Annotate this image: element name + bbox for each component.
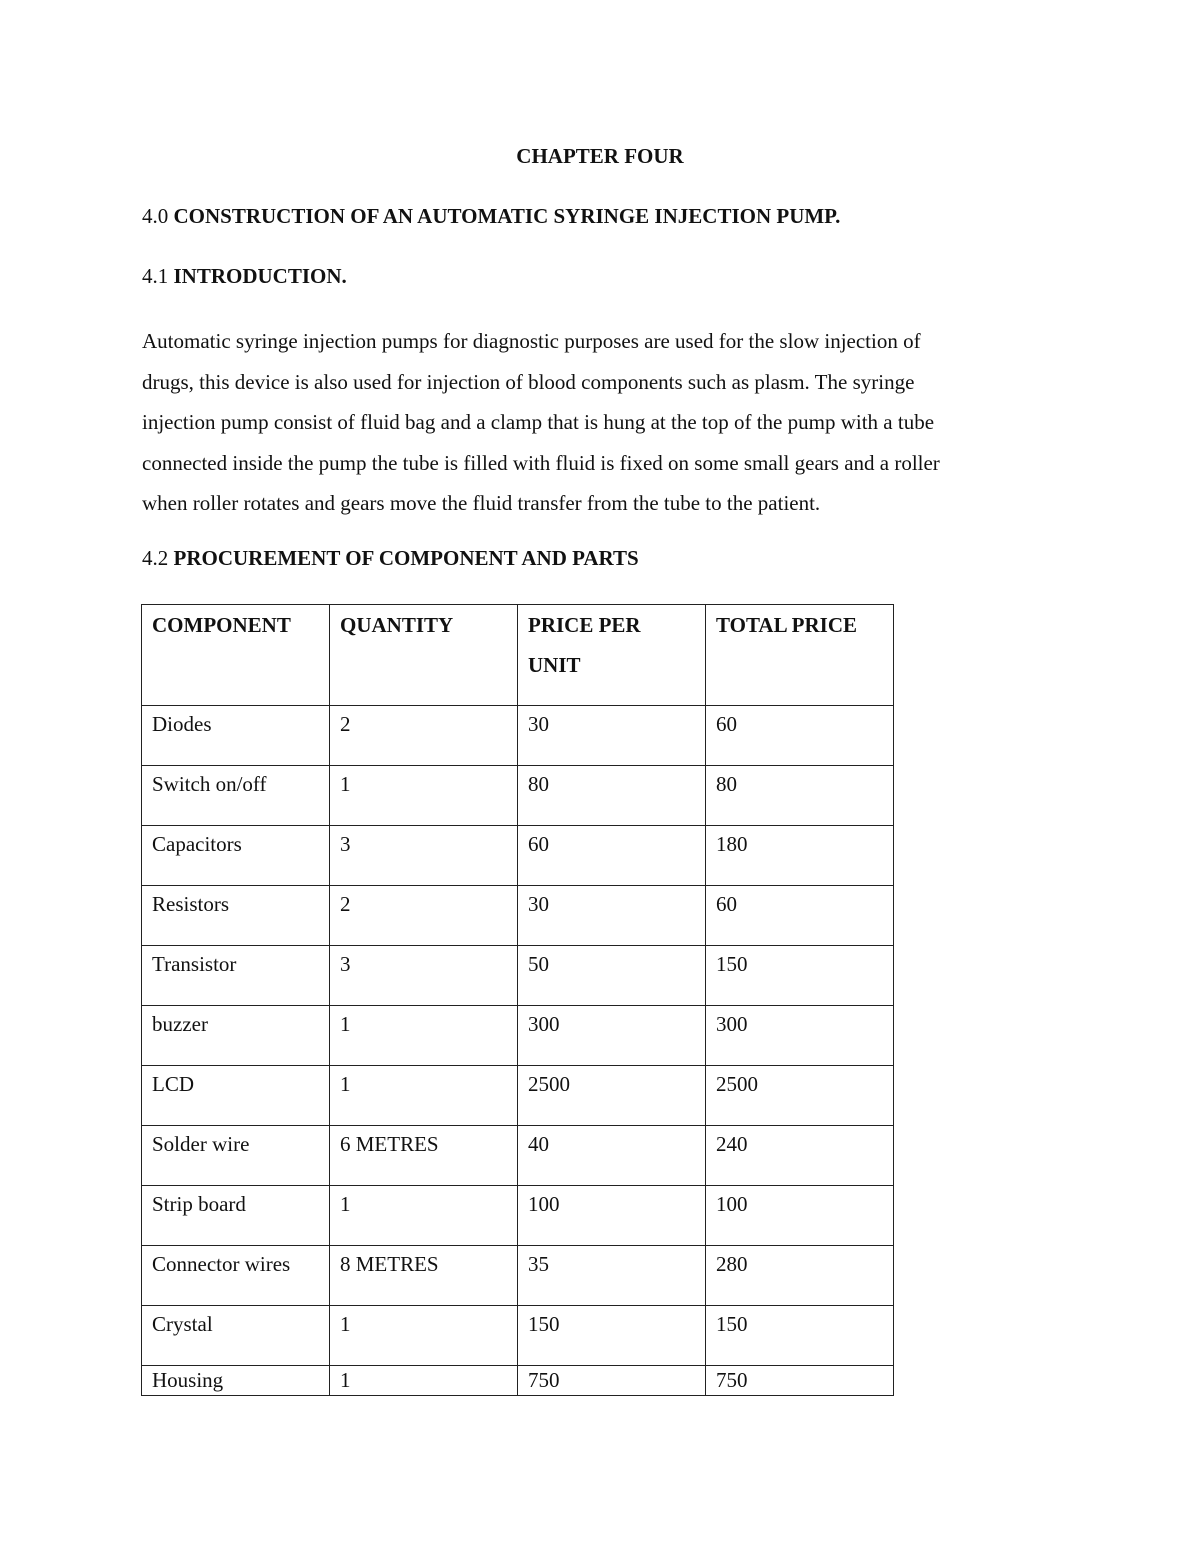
table-row: [142, 1246, 894, 1306]
section-heading-4-2: [142, 543, 639, 573]
introduction-paragraph: [142, 321, 1042, 524]
table-row: [142, 706, 894, 766]
cell-total-price: 150: [706, 946, 894, 1006]
cell-quantity: 1: [330, 1186, 518, 1246]
chapter-title: CHAPTER FOUR: [516, 144, 684, 168]
cell-component: Housing: [142, 1366, 330, 1396]
table-row: [142, 1306, 894, 1366]
table-body: [142, 706, 894, 1396]
cell-price-per-unit: 35: [518, 1246, 706, 1306]
cell-component: Crystal: [142, 1306, 330, 1366]
cell-quantity: 1: [330, 766, 518, 826]
cell-quantity: 2: [330, 706, 518, 766]
cell-total-price: 60: [706, 886, 894, 946]
cell-total-price: 150: [706, 1306, 894, 1366]
paragraph-line: injection pump consist of fluid bag and a clamp that is hung at the top of the pump with a tube: [142, 410, 935, 434]
cell-component: Diodes: [142, 706, 330, 766]
cell-component: Switch on/off: [142, 766, 330, 826]
table-row: [142, 886, 894, 946]
cell-price-per-unit: 100: [518, 1186, 706, 1246]
cell-quantity: 1: [330, 1006, 518, 1066]
cell-component: buzzer: [142, 1006, 330, 1066]
cell-total-price: 100: [706, 1186, 894, 1246]
cell-quantity: 1: [330, 1066, 518, 1126]
section-title: CONSTRUCTION OF AN AUTOMATIC SYRINGE INJECTION PUMP.: [173, 204, 841, 228]
cell-total-price: 240: [706, 1126, 894, 1186]
table-header-row: [142, 605, 894, 706]
cell-total-price: 180: [706, 826, 894, 886]
cell-component: Transistor: [142, 946, 330, 1006]
cell-quantity: 2: [330, 886, 518, 946]
paragraph-line: drugs, this device is also used for injection of blood components such as plasm. The syringe: [142, 369, 915, 394]
section-number: 4.0: [142, 204, 169, 228]
section-number: 4.2: [142, 546, 169, 570]
cell-price-per-unit: 30: [518, 886, 706, 946]
header-quantity: QUANTITY: [330, 605, 518, 706]
cell-price-per-unit: 60: [518, 826, 706, 886]
cell-quantity: 1: [330, 1306, 518, 1366]
cell-price-per-unit: 300: [518, 1006, 706, 1066]
cell-component: Connector wires: [142, 1246, 330, 1306]
table-row: [142, 826, 894, 886]
header-price-per-unit: PRICE PER UNIT: [518, 605, 706, 706]
cell-price-per-unit: 80: [518, 766, 706, 826]
table-row: [142, 766, 894, 826]
cell-price-per-unit: 2500: [518, 1066, 706, 1126]
section-number: 4.1: [142, 264, 169, 288]
cell-component: Resistors: [142, 886, 330, 946]
paragraph-line: when roller rotates and gears move the fluid transfer from the tube to the patient.: [142, 491, 821, 515]
section-heading-4-1: [142, 261, 347, 291]
cell-total-price: 2500: [706, 1066, 894, 1126]
table-row: [142, 1066, 894, 1126]
cell-component: Solder wire: [142, 1126, 330, 1186]
cell-price-per-unit: 750: [518, 1366, 706, 1396]
cell-price-per-unit: 30: [518, 706, 706, 766]
section-title: PROCUREMENT OF COMPONENT AND PARTS: [173, 546, 639, 570]
cell-quantity: 3: [330, 826, 518, 886]
procurement-table: [141, 604, 894, 1396]
cell-total-price: 80: [706, 766, 894, 826]
header-total-price: TOTAL PRICE: [706, 605, 894, 706]
cell-price-per-unit: 50: [518, 946, 706, 1006]
cell-quantity: 3: [330, 946, 518, 1006]
table-row: [142, 1366, 894, 1396]
cell-quantity: 8 METRES: [330, 1246, 518, 1306]
table-row: [142, 1126, 894, 1186]
section-heading-4-0: [142, 201, 840, 231]
paragraph-line: connected inside the pump the tube is filled with fluid is fixed on some small gears and a roller: [142, 450, 940, 475]
cell-component: Capacitors: [142, 826, 330, 886]
table-row: [142, 946, 894, 1006]
table-row: [142, 1006, 894, 1066]
cell-price-per-unit: 40: [518, 1126, 706, 1186]
cell-quantity: 6 METRES: [330, 1126, 518, 1186]
cell-total-price: 280: [706, 1246, 894, 1306]
cell-total-price: 60: [706, 706, 894, 766]
cell-quantity: 1: [330, 1366, 518, 1396]
cell-total-price: 300: [706, 1006, 894, 1066]
cell-price-per-unit: 150: [518, 1306, 706, 1366]
cell-component: LCD: [142, 1066, 330, 1126]
table-row: [142, 1186, 894, 1246]
cell-total-price: 750: [706, 1366, 894, 1396]
header-component: COMPONENT: [142, 605, 330, 706]
section-title: INTRODUCTION.: [173, 264, 347, 288]
cell-component: Strip board: [142, 1186, 330, 1246]
paragraph-line: Automatic syringe injection pumps for diagnostic purposes are used for the slow injection of: [142, 329, 921, 353]
